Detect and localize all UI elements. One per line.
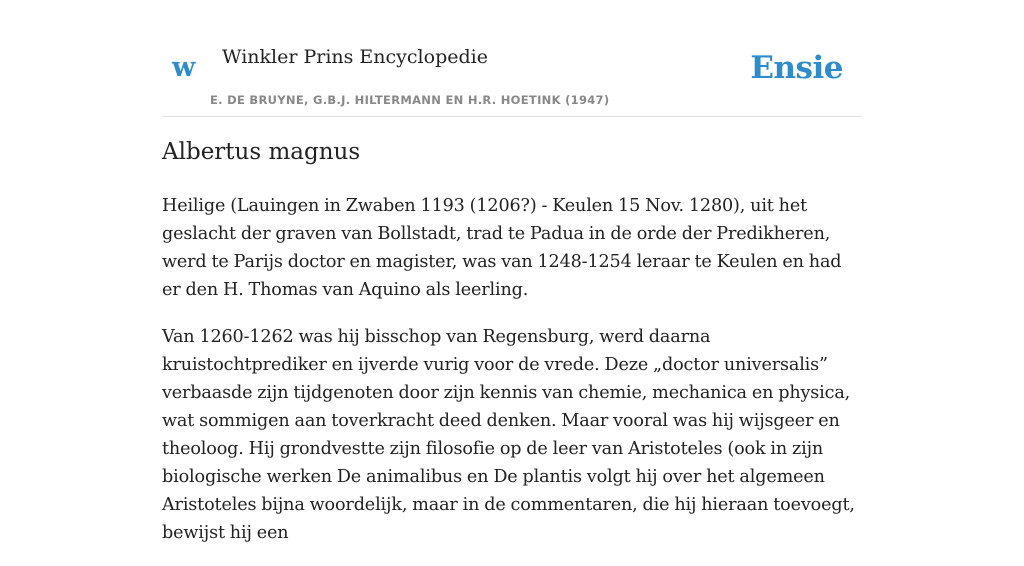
article-body: [162, 192, 862, 566]
ensie-brand-logo[interactable]: Ensie: [750, 50, 843, 86]
winkler-prins-logo-icon[interactable]: w: [172, 52, 196, 83]
page-title: Albertus magnus: [162, 139, 361, 165]
article-page: [162, 0, 862, 543]
site-header: [162, 0, 862, 117]
article-paragraph-1: Heilige (Lauingen in Zwaben 1193 (1206?) - Keulen 15 Nov. 1280), uit het geslacht der graven van Bollstadt, trad te Padua in de orde der Predikheren, werd te Parijs doctor en magister, was van 1248-1254 leraar te Keulen en had er den H. Thomas van Aquino als leerling.: [162, 196, 842, 300]
source-authors: E. DE BRUYNE, G.B.J. HILTERMANN EN H.R. HOETINK (1947): [210, 93, 610, 107]
article-paragraph-2: Van 1260-1262 was hij bisschop van Regensburg, werd daarna kruistochtprediker en ijverde vurig voor de vrede. Deze „doctor universalis” verbaasde zijn tijdgenoten door zijn kennis van chemie, mechanica en physica, wat sommigen aan toverkracht deed denken. Maar vooral was hij wijsgeer en theoloog. Hij grondvestte zijn filosofie op de leer van Aristoteles (ook in zijn biologische werken De animalibus en De plantis volgt hij over het algemeen Aristoteles bijna woordelijk, maar in de commentaren, die hij hieraan toevoegt, bewijst hij een: [162, 327, 855, 543]
source-book-title[interactable]: Winkler Prins Encyclopedie: [222, 46, 488, 68]
